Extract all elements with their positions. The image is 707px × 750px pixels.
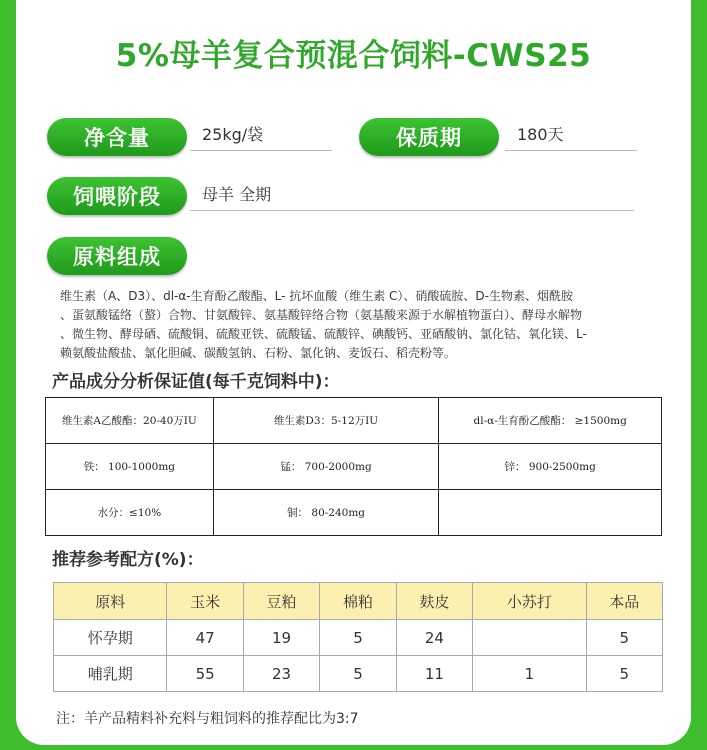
table-cell: 锰： 700-2000mg [213, 444, 439, 490]
table-cell: 47 [167, 620, 243, 656]
table-cell: 铁： 100-1000mg [46, 444, 214, 490]
table-cell: 55 [167, 656, 243, 692]
shelf-life-value: 180天 [505, 120, 637, 151]
table-cell: 维生素D3：5-12万IU [213, 398, 439, 444]
ratio-note: 注：羊产品精料补充料与粗饲料的推荐配比为3:7 [56, 711, 359, 727]
table-cell: 24 [396, 620, 472, 656]
table-header-row [54, 583, 663, 620]
table-cell: 水分：≤10% [46, 490, 214, 536]
table-cell: 维生素A乙酸酯：20-40万IU [46, 398, 214, 444]
guarantee-heading: 产品成分分析保证值(每千克饲料中)： [52, 372, 340, 392]
table-cell: 5 [586, 620, 662, 656]
product-card [16, 0, 691, 745]
feeding-stage-label: 饲喂阶段 [47, 177, 187, 215]
table-header-cell: 棉粕 [320, 583, 396, 620]
table-cell: 19 [243, 620, 319, 656]
table-cell: dl-α-生育酚乙酸酯： ≥1500mg [439, 398, 662, 444]
table-cell: 铜： 80-240mg [213, 490, 439, 536]
net-content-value: 25kg/袋 [190, 120, 332, 151]
raw-materials-label: 原料组成 [47, 237, 187, 275]
recipe-table [53, 582, 663, 692]
table-cell: 11 [396, 656, 472, 692]
feeding-stage-value: 母羊 全期 [190, 180, 634, 211]
table-header-cell: 豆粕 [243, 583, 319, 620]
shelf-life-label: 保质期 [359, 118, 499, 156]
table-row [54, 656, 663, 692]
table-row [46, 444, 662, 490]
table-row [46, 398, 662, 444]
table-cell: 5 [586, 656, 662, 692]
table-cell [473, 620, 586, 656]
page-title: 5%母羊复合预混合饲料-CWS25 [115, 38, 592, 74]
table-header-cell: 小苏打 [473, 583, 586, 620]
table-cell: 23 [243, 656, 319, 692]
table-cell: 怀孕期 [54, 620, 167, 656]
table-cell [439, 490, 662, 536]
table-cell: 哺乳期 [54, 656, 167, 692]
table-cell: 锌： 900-2500mg [439, 444, 662, 490]
table-cell: 1 [473, 656, 586, 692]
ingredients-line: 维生素（A、D3）、dl-α-生育酚乙酸酯、L- 抗坏血酸（维生素 C）、硝酸硫胺、D-生物素、烟酰胺 [60, 289, 573, 303]
net-content-label: 净含量 [47, 118, 187, 156]
table-cell: 5 [320, 656, 396, 692]
table-header-cell: 原料 [54, 583, 167, 620]
table-cell: 5 [320, 620, 396, 656]
ingredients-line: 、微生物、酵母硒、硫酸铜、硫酸亚铁、硫酸锰、硫酸锌、碘酸钙、亚硒酸钠、氯化钴、氧化镁、L- [60, 327, 587, 341]
table-row [46, 490, 662, 536]
guarantee-table [45, 397, 662, 536]
table-row [54, 620, 663, 656]
ingredients-text [60, 287, 660, 363]
table-header-cell: 本品 [586, 583, 662, 620]
recipe-heading: 推荐参考配方(%)： [52, 550, 204, 570]
ingredients-line: 、蛋氨酸锰络（螯）合物、甘氨酸锌、氨基酸锌络合物（氨基酸来源于水解植物蛋白）、酵母水解物 [60, 308, 583, 322]
table-header-cell: 麸皮 [396, 583, 472, 620]
table-header-cell: 玉米 [167, 583, 243, 620]
ingredients-line: 赖氨酸盐酸盐、氯化胆碱、碳酸氢钠、石粉、氯化钠、麦饭石、稻壳粉等。 [60, 346, 457, 360]
